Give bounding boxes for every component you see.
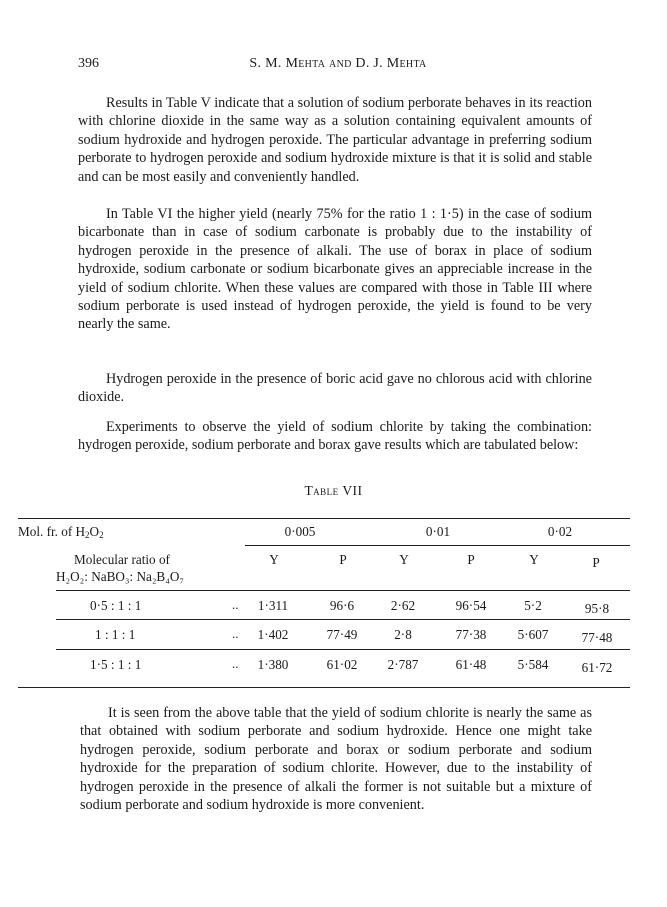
row-leader: .. — [232, 597, 239, 612]
row-rule — [56, 619, 630, 620]
row-ratio: 1 : 1 : 1 — [95, 627, 136, 642]
mol-fraction-label: Mol. fr. of $H_2O_2$ — [18, 524, 104, 540]
mol-fraction-0-02: 0·02 — [547, 524, 573, 539]
paragraph-1: Results in Table V indicate that a solution of sodium perborate behaves in its reaction with chlorine dioxide in the same way as a solution containing equivalent amounts of sodium hydroxide and hydrogen peroxide. The particular advantage in preferring sodium perborate to hydrogen peroxide and sodium hydroxide mixture is that it is solid and stable and can be most easily and conveniently handled. — [78, 95, 592, 185]
col-y-1: Y — [269, 552, 279, 567]
header-bottom-rule — [56, 590, 630, 591]
row-ratio: 0·5 : 1 : 1 — [90, 598, 142, 613]
table-cell: 5·2 — [524, 598, 542, 613]
row-rule — [56, 649, 630, 650]
col-p-2: P — [467, 552, 475, 567]
table-cell: 1·311 — [257, 598, 289, 613]
running-header — [78, 56, 598, 76]
col-y-3: Y — [529, 552, 539, 567]
table-cell: 77·49 — [326, 627, 358, 642]
table-cell: 61·72 — [581, 660, 613, 675]
table-top-rule — [18, 518, 630, 519]
col-y-2: Y — [399, 552, 409, 567]
mol-fraction-0-005: 0·005 — [284, 524, 316, 539]
table-cell: 1·380 — [257, 657, 289, 672]
row-leader: .. — [232, 626, 239, 641]
table-cell: 96·6 — [329, 598, 355, 613]
table-cell: 77·48 — [581, 630, 613, 645]
table-cell: 2·787 — [387, 657, 419, 672]
ratio-header-line1: Molecular ratio of — [74, 552, 170, 567]
table-cell: 95·8 — [584, 601, 610, 616]
page-number: 396 — [78, 56, 99, 71]
table-cell: 61·48 — [455, 657, 487, 672]
table-cell: 77·38 — [455, 627, 487, 642]
table-cell: 2·62 — [390, 598, 416, 613]
group-rule — [245, 545, 630, 546]
table-bottom-rule — [18, 687, 630, 688]
ratio-header-line2: H₂O₂: NaBO₃: Na₂B₄O₇ — [56, 569, 184, 584]
col-p-3: P — [592, 555, 600, 570]
col-p-1: P — [339, 552, 347, 567]
paragraph-2: In Table VI the higher yield (nearly 75% for the ratio 1 : 1·5) in the case of sodium bicarbonate than in case of sodium carbonate is probably due to the instability of hydrogen peroxide in the presence of alkali. The use of borax in place of sodium hydroxide, sodium carbonate or sodium bicarbonate gives an appreciable increase in the yield of sodium chlorite. When these values are compared with those in Table III where sodium perborate is used instead of hydrogen peroxide, the yield is found to be very nearly the same. — [78, 206, 592, 333]
running-head-authors: S. M. Mehta and D. J. Mehta — [249, 56, 427, 71]
table-cell: 5·584 — [517, 657, 549, 672]
mol-fraction-0-01: 0·01 — [425, 524, 451, 539]
table-cell: 96·54 — [455, 598, 487, 613]
paragraph-4: Experiments to observe the yield of sodium chlorite by taking the combination: hydrogen peroxide, sodium perborate and borax gave results which are tabulated below: — [78, 419, 592, 454]
paragraph-3: Hydrogen peroxide in the presence of boric acid gave no chlorous acid with chlorine dioxide. — [78, 371, 592, 406]
table-cell: 5·607 — [517, 627, 549, 642]
table-cell: 1·402 — [257, 627, 289, 642]
row-leader: .. — [232, 656, 239, 671]
table-title: Table VII — [304, 483, 363, 498]
table-cell: 61·02 — [326, 657, 358, 672]
table-cell: 2·8 — [394, 627, 412, 642]
row-ratio: 1·5 : 1 : 1 — [90, 657, 142, 672]
paragraph-5: It is seen from the above table that the yield of sodium chlorite is nearly the same as that obtained with sodium perborate and sodium hydroxide. Hence one might take hydrogen peroxide, sodium perborate and borax or sodium perborate and sodium hydroxide for the preparation of sodium chlorite. However, due to the instability of hydrogen peroxide in the presence of alkali the former is not suitable but a mixture of sodium perborate and sodium hydroxide is more convenient. — [80, 705, 592, 814]
